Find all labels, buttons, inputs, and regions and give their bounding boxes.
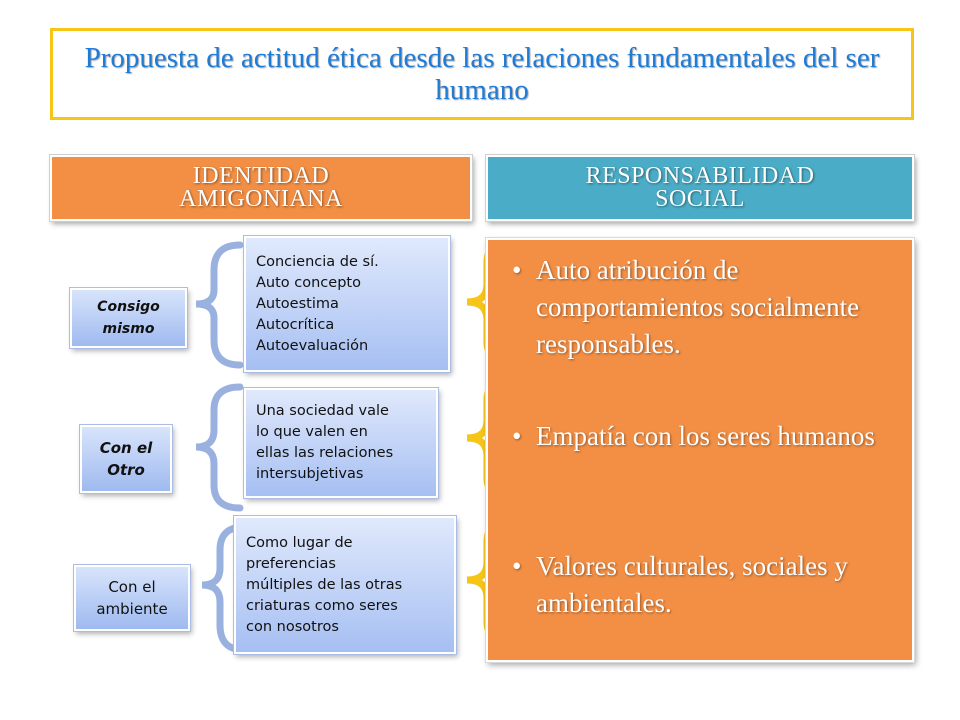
social-item-text: Auto atribución de comportamientos socialmente responsables. xyxy=(536,255,860,359)
header-left-label: IDENTIDAD AMIGONIANA xyxy=(179,163,343,212)
description-line: Autocrítica xyxy=(256,316,335,333)
header-right-label: RESPONSABILIDAD SOCIAL xyxy=(585,163,815,212)
relation-con-el-otro xyxy=(80,425,172,493)
social-item-2 xyxy=(502,418,898,455)
description-line: lo que valen en xyxy=(256,424,368,440)
page-title: Propuesta de actitud ética desde las relaciones fundamentales del ser humano xyxy=(84,42,880,106)
description-line: intersubjetivas xyxy=(256,466,364,482)
description-line: ellas las relaciones xyxy=(256,445,394,461)
bullet-icon: • xyxy=(512,255,522,285)
bullet-icon: • xyxy=(512,551,522,581)
description-line: múltiples de las otras xyxy=(246,576,403,593)
social-responsibility-box xyxy=(486,238,914,662)
description-consigo-mismo xyxy=(244,236,450,372)
social-item-1 xyxy=(502,252,898,363)
description-con-el-ambiente xyxy=(234,516,456,654)
description-line: preferencias xyxy=(246,555,336,572)
description-line: con nosotros xyxy=(246,618,339,635)
relation-consigo-mismo xyxy=(70,288,187,348)
relation-con-el-ambiente xyxy=(74,565,190,631)
description-con-el-otro xyxy=(244,388,438,498)
description-line: Autoevaluación xyxy=(256,337,369,354)
relation-label: Consigo mismo xyxy=(97,299,160,337)
social-item-text: Valores culturales, sociales y ambientales. xyxy=(536,551,848,618)
social-item-text: Empatía con los seres humanos xyxy=(536,421,875,451)
description-line: criaturas como seres xyxy=(246,597,398,614)
description-line: Conciencia de sí. xyxy=(256,253,379,270)
description-line: Una sociedad vale xyxy=(256,403,389,419)
brace-consigo-mismo xyxy=(196,245,240,365)
description-line: Como lugar de xyxy=(246,534,353,551)
description-line: Autoestima xyxy=(256,295,339,312)
relation-label: Con el ambiente xyxy=(96,578,168,618)
description-line: Auto concepto xyxy=(256,274,361,291)
relation-label: Con el Otro xyxy=(99,439,153,479)
bullet-icon: • xyxy=(512,421,522,451)
brace-con-el-otro xyxy=(196,387,240,508)
social-item-3 xyxy=(502,548,898,622)
